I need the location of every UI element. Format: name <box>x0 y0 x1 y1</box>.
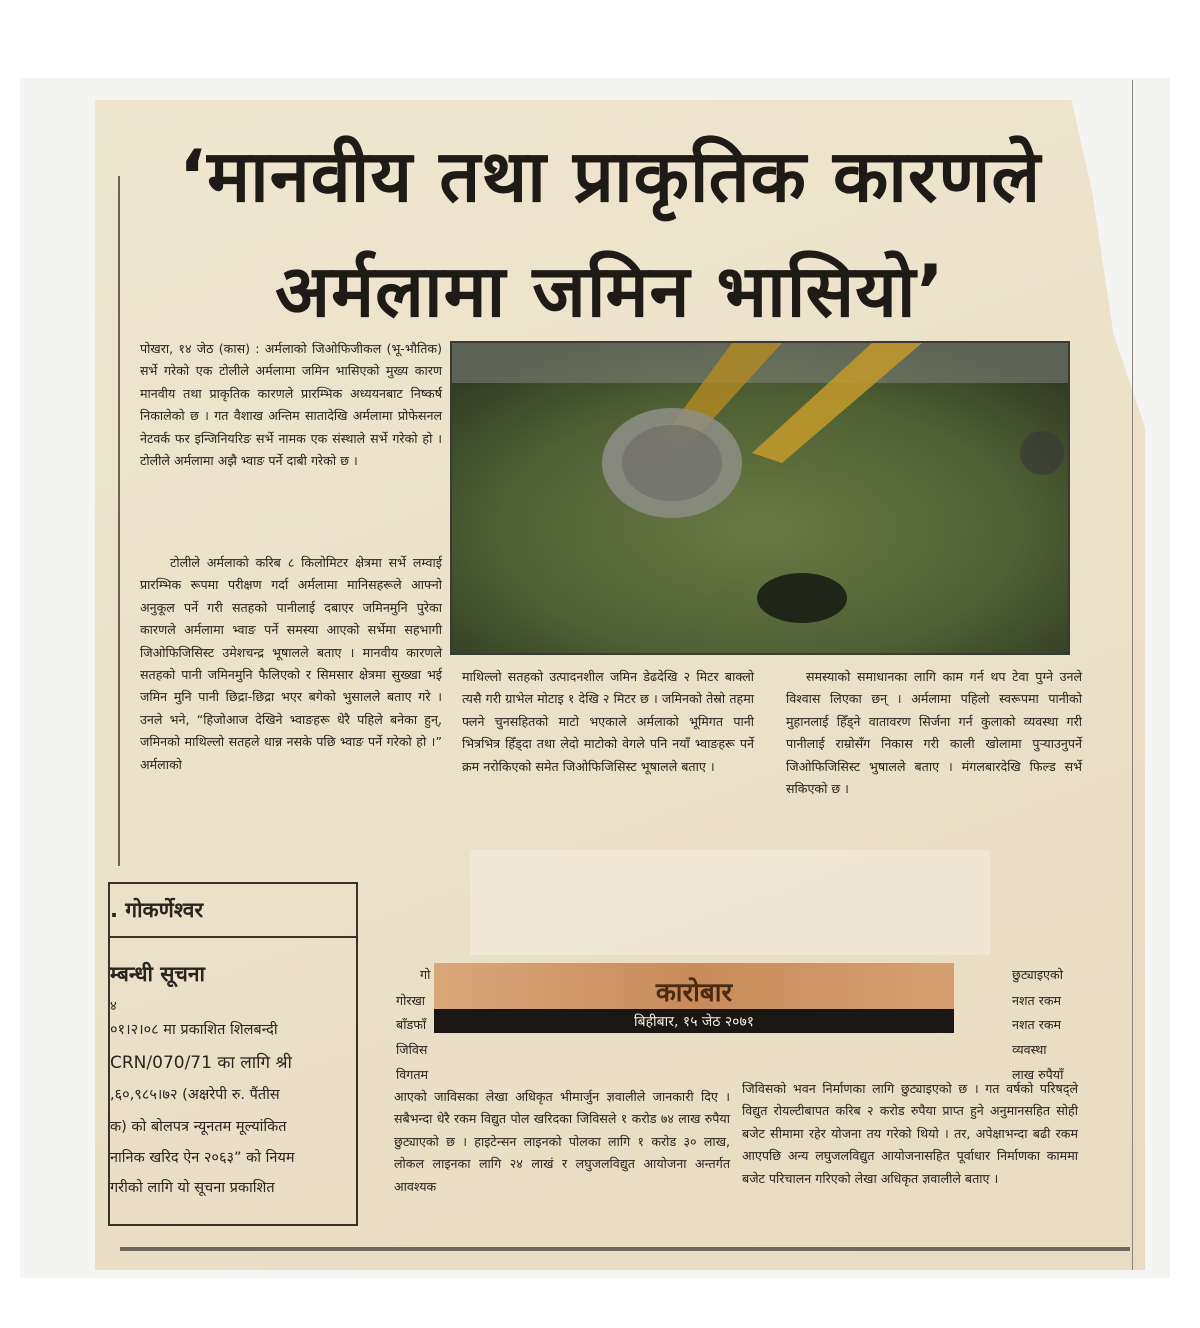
article-col2: माथिल्लो सतहको उत्पादनशील जमिन डेढदेखि २ मिटर बाक्लो त्यसै गरी ग्राभेल मोटाइ १ देखि २ मिटर छ । जमिनको तेस्रो तहमा फ्लने चुनसहितको माटो भएकाले अर्मलाको भूमिगत पानी भित्रभित्र हिँड्दा तथा लेदो माटोको वेगले पनि नयाँ भ्वाङहरू पर्ने क्रम नरोकिएको समेत जिओफिजिसिस्ट भूषालले बताए । <box>462 669 754 774</box>
excavator-photo <box>450 341 1070 655</box>
headline-line-2: अर्मलामा जमिन भासियो’ <box>275 249 945 333</box>
notice-line: ,६०,९८५।७२ (अक्षरेपी रु. पैंतीस <box>110 1087 280 1103</box>
headline-line-1: ‘मानवीय तथा प्राकृतिक कारणले <box>178 134 1042 218</box>
left-fragment: गोरखा <box>396 993 426 1008</box>
article-col3: समस्याको समाधानका लागि काम गर्न थप टेवा पुग्ने उनले विश्वास लिएका छन् । अर्मलामा पहिलो स्वरूपमा पानीको मुहानलाई हिँड्ने वातावरण सिर्जना गर्न कुलाको व्यवस्था गरी पानीलाई राम्रोसँग निकास गरी काली खोलामा पुर्‍याउनुपर्ने जिओफिजिसिस्ट भुषालले बताए । मंगलबारदेखि फिल्ड सर्भे सकिएको छ । <box>786 669 1082 797</box>
banner-date: बिहीबार, १५ जेठ २०७१ <box>633 1014 755 1030</box>
notice-divider <box>110 936 356 938</box>
right-margin-rule <box>1132 80 1133 1270</box>
left-fragment: गो <box>420 967 431 982</box>
notice-heading-2: म्बन्धी सूचना <box>110 962 205 986</box>
notice-line: नानिक खरिद ऐन २०६३” को नियम <box>110 1150 295 1166</box>
right-fragment: लाख रुपैयाँ <box>1012 1067 1064 1082</box>
banner-title: कारोबार <box>655 978 733 1008</box>
notice-line: क) को बोलपत्र न्यूनतम मूल्यांकित <box>110 1119 287 1135</box>
article-col1-para2: टोलीले अर्मलाको करिब ८ किलोमिटर क्षेत्रमा सर्भे लम्वाई प्रारम्भिक रूपमा परीक्षण गर्दा अर्मलामा मानिसहरूले आफ्नो अनुकूल पर्ने गरी सतहको पानीलाई दबाएर जमिनमुनि पुरेका कारणले अर्मलामा भ्वाङ पर्ने समस्या आएको सर्भेमा सहभागी जिओफिजिसिस्ट उमेशचन्द्र भूषालले बताए । मानवीय कारणले सतहको पानी जमिनमुनि फैलिएको र सिमसार क्षेत्रमा सुख्खा भई जमिन मुनि पानी छिद्रा-छिद्रा भएर बगेको भुसालले बताए गरे । उनले भने, “हिजोआज देखिने भ्वाङहरू धेरै पहिले बनेका हुन्, जमिनको माथिल्लो सतहले धान्न नसके पछि भ्वाङ पर्ने गरेको हो ।” अर्मलाको <box>140 555 442 772</box>
second-article-col2: जिविसको भवन निर्माणका लागि छुट्याइएको छ । गत वर्षको परिषद्ले विद्युत रोयल्टीबापत करिब २ करोड रुपैया प्राप्त हुने अनुमानसहित सोही बजेट सीमामा रहेर योजना तय गरेको थियो । तर, अपेक्षाभन्दा बढी रकम आएपछि अन्य लघुजलविद्युत आयोजनासहित पूर्वाधार निर्माणका काममा बजेट परिचालन गरिएको लेखा अधिकृत ज्ञवालीले बताए । <box>742 1081 1078 1186</box>
section-banner <box>434 963 954 1033</box>
article-col1-para1: पोखरा, १४ जेठ (कास) : अर्मलाको जिओफिजीकल (भू-भौतिक) सर्भे गरेको एक टोलीले अर्मलामा जमिन भासिएको मुख्य कारण मानवीय तथा प्राकृतिक कारणले प्रारम्भिक अध्ययनबाट निष्कर्ष निकालेको छ । गत वैशाख अन्तिम सातादेखि अर्मलामा प्रोफेसनल नेटवर्क फर इन्जिनियरिङ सर्भे नामक एक संस्थाले सर्भे गरेको हो । टोलीले अर्मलामा अझै भ्वाङ पर्ने दाबी गरेको छ । <box>140 341 442 469</box>
right-fragment: नशत रकम <box>1012 993 1062 1008</box>
left-column-rule <box>118 176 120 866</box>
left-fragment: बाँडफाँ <box>396 1017 427 1032</box>
left-fragment: जिविस <box>396 1042 428 1057</box>
bottom-rule <box>120 1247 1130 1251</box>
right-fragment: व्यवस्था <box>1012 1042 1047 1057</box>
notice-line: ०१।२।०८ मा प्रकाशित शिलबन्दी <box>110 1022 278 1038</box>
right-fragment: नशत रकम <box>1012 1017 1062 1032</box>
faded-area <box>470 850 990 955</box>
left-fragment: विगतम <box>396 1067 429 1082</box>
notice-heading-1: . गोकर्णेश्वर <box>110 898 204 922</box>
notice-line: गरीको लागि यो सूचना प्रकाशित <box>110 1180 275 1196</box>
excavator-photo-icon <box>452 343 1068 653</box>
notice-line: CRN/070/71 का लागि श्री <box>110 1053 292 1073</box>
second-article-col1: आएको जाविसका लेखा अधिकृत भीमार्जुन ज्ञवालीले जानकारी दिए । सबैभन्दा धेरै रकम विद्युत पोल खरिदका जिविसले १ करोड ७४ लाख रुपैया छुट्याएको छ । हाइटेन्सन लाइनको पोलका लागि १ करोड ३० लाख, लोकल लाइनका लागि २४ लाखं र लघुजलविद्युत आयोजना अन्तर्गत आवश्यक <box>394 1089 730 1194</box>
notice-box <box>108 882 358 1226</box>
right-fragment: छुट्याइएको <box>1012 967 1063 982</box>
notice-line: ४ <box>110 999 117 1014</box>
